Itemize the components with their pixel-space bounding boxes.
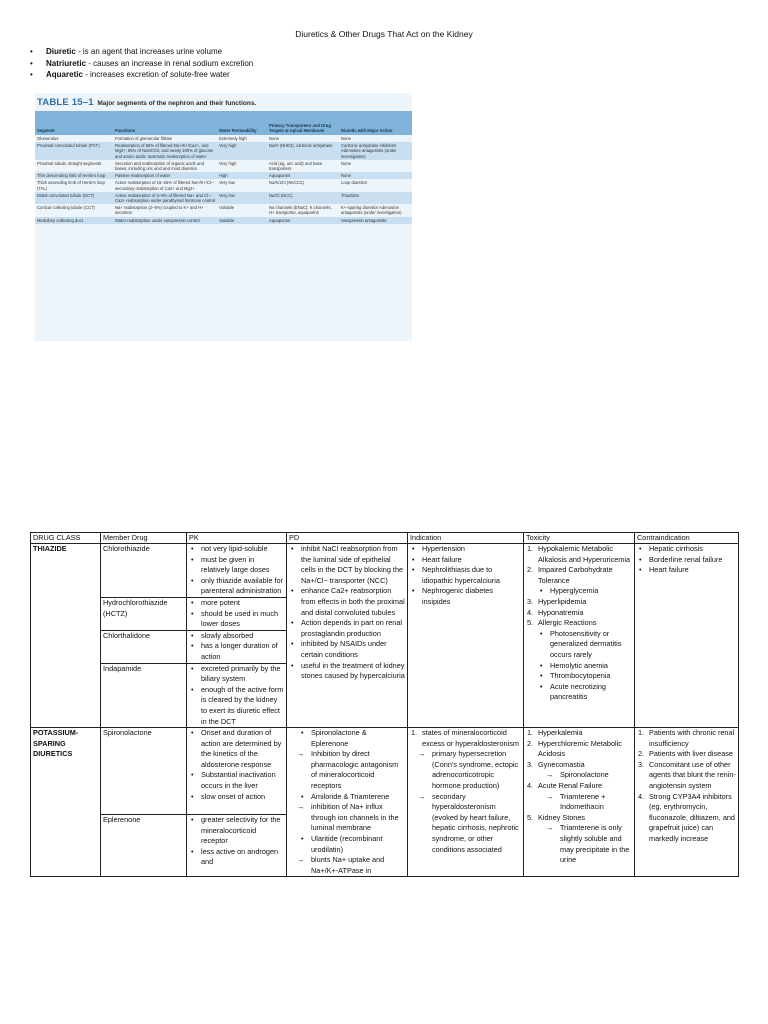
nephron-row	[35, 135, 412, 142]
pk-eplerenone	[187, 814, 287, 876]
list-item: • Spironolactone & Eplerenone → Inhibition by direct pharmacologic antagonism of mineralocorticoid receptors	[289, 728, 405, 792]
list-item: • Hemolytic anemia	[538, 661, 632, 672]
nephron-table	[35, 111, 412, 224]
nephron-cell: Thiazides	[339, 192, 412, 204]
list-item: → Triamterene + Indomethacin	[538, 792, 632, 813]
list-item: • Action depends in part on renal prostaglandin production	[289, 618, 405, 639]
list-item: • Substantial inactivation occurs in the liver	[189, 770, 284, 791]
list-item: • Onset and duration of action are determined by the kinetics of the aldosterone response	[189, 728, 284, 770]
table-row	[31, 728, 739, 815]
nephron-cell: Water reabsorption under vasopressin control	[113, 217, 217, 224]
list-item: • not very lipid-soluble	[189, 544, 284, 555]
list-item: → blunts Na+ uptake and Na+/K+-ATPase in	[289, 855, 405, 876]
nephron-cell: Very low	[217, 179, 267, 191]
nephron-cell: K+-sparing diuretics Adenosine antagonists (under investigation)	[339, 204, 412, 216]
nephron-cell: Glomerulus	[35, 135, 113, 142]
nephron-cell: Na/H (NHE3), carbonic anhydrase	[267, 142, 339, 160]
list-item: → Spironolactone	[538, 770, 632, 781]
pk-chlorothiazide	[187, 544, 287, 598]
nephron-cell: Carbonic anhydrase inhibitors Adenosine antagonists (under investigation)	[339, 142, 412, 160]
list-item: • should be used in much lower doses	[189, 609, 284, 630]
list-item: • Acute necrotizing pancreatitis	[538, 682, 632, 703]
definition-item: • Diuretic - is an agent that increases urine volume	[30, 46, 253, 58]
list-item: 5. Kidney Stones → Triamterene is only slightly soluble and may precipitate in the urine	[526, 813, 632, 866]
nephron-header-cell: Diuretic with Major Action	[339, 111, 412, 135]
nephron-cell: Extremely high	[217, 135, 267, 142]
list-item: • Borderline renal failure	[637, 555, 736, 566]
list-item: • Ularitide (recombinant urodilatin) → blunts Na+ uptake and Na+/K+-ATPase in	[289, 834, 405, 876]
list-item: 3. Hyperlipidemia	[527, 596, 587, 606]
contraindication-thiazide	[635, 544, 739, 728]
nephron-header-cell: Functions	[113, 111, 217, 135]
list-item: 1. Hyperkalemia	[527, 728, 583, 738]
nephron-cell: High	[217, 172, 267, 179]
member-drug-eplerenone: Eplerenone	[101, 814, 187, 876]
nephron-header-cell: Primary Transporters and Drug Targets at Apical Membrane	[267, 111, 339, 135]
list-item: 1. states of mineralocorticoid excess or hyperaldosteronism → primary hypersecretion (Conn's syndrome, ectopic adrenocorticotropic hormone production) → secondary hyperaldosteronism (evoked by heart failure, hepatic cirrhosis, nephrotic syndrome, or other conditions associated	[410, 728, 521, 855]
list-item: • Heart failure	[410, 555, 521, 566]
nephron-cell: Vasopressin antagonists	[339, 217, 412, 224]
member-drug-hctz: Hydrochlorothiazide (HCTZ)	[101, 597, 187, 630]
definition-item: • Aquaretic - increases excretion of solute-free water	[30, 69, 253, 81]
list-item: • Nephrolithiasis due to idiopathic hypercalciuria	[410, 565, 521, 586]
nephron-cell: Aquaporins	[267, 217, 339, 224]
header-toxicity: Toxicity	[524, 533, 635, 544]
nephron-cell: Active reabsorption of 15–25% of filtered Na+/K+/Cl–; secondary reabsorption of Ca2+ and Mg2+	[113, 179, 217, 191]
indication-potassium-sparing	[408, 728, 524, 877]
list-item: 1. Patients with chronic renal insufficiency	[638, 728, 735, 748]
nephron-cell: Na channels (ENaC), K channels, H+ transporter, aquaporins	[267, 204, 339, 216]
nephron-cell: Thick ascending limb of Henle's loop (TAL)	[35, 179, 113, 191]
list-item: • Hyperglycemia	[538, 586, 632, 597]
nephron-table-caption: TABLE 15–1 Major segments of the nephron and their functions.	[37, 97, 257, 108]
list-item: → inhibition of Na+ influx through ion channels in the luminal membrane	[289, 802, 405, 834]
header-pd: PD	[287, 533, 408, 544]
nephron-cell: Variable	[217, 217, 267, 224]
nephron-cell: None	[339, 135, 412, 142]
indication-thiazide	[408, 544, 524, 728]
nephron-row	[35, 192, 412, 204]
nephron-cell: Passive reabsorption of water	[113, 172, 217, 179]
definitions-list	[30, 46, 253, 81]
nephron-cell: Aquaporins	[267, 172, 339, 179]
list-item: • only thiazide available for parenteral administration	[189, 576, 284, 597]
list-item: → primary hypersecretion (Conn's syndrome, ectopic adrenocorticotropic hormone production)	[410, 749, 521, 791]
pk-chlorthalidone	[187, 630, 287, 663]
nephron-cell: Very low	[217, 192, 267, 204]
header-drug-class: DRUG CLASS	[31, 533, 101, 544]
nephron-cell: Distal convoluted tubule (DCT)	[35, 192, 113, 204]
nephron-row	[35, 217, 412, 224]
toxicity-thiazide	[524, 544, 635, 728]
nephron-cell: Acid (eg, uric acid) and base transporters	[267, 160, 339, 172]
table-row	[31, 544, 739, 598]
nephron-cell: Medullary collecting duct	[35, 217, 113, 224]
nephron-cell: Cortical collecting tubule (CCT)	[35, 204, 113, 216]
list-item: → Inhibition by direct pharmacologic antagonism of mineralocorticoid receptors	[289, 749, 405, 791]
list-item: 2. Patients with liver disease	[638, 749, 733, 759]
list-item: • less active on androgen and	[189, 847, 284, 868]
nephron-cell: None	[339, 160, 412, 172]
nephron-cell: Proximal convoluted tubule (PCT)	[35, 142, 113, 160]
pd-thiazide	[287, 544, 408, 728]
list-item: • Amiloride & Triamterene → inhibition of Na+ influx through ion channels in the luminal membrane	[289, 792, 405, 834]
list-item: • Thrombocytopenia	[538, 671, 632, 682]
list-item: • slowly absorbed	[189, 631, 284, 642]
list-item: • Hepatic cirrhosis	[637, 544, 736, 555]
pk-spironolactone	[187, 728, 287, 815]
member-drug-spironolactone: Spironolactone	[101, 728, 187, 815]
drug-class-thiazide: THIAZIDE	[31, 544, 101, 728]
member-drug-chlorothiazide: Chlorothiazide	[101, 544, 187, 598]
nephron-row	[35, 172, 412, 179]
nephron-cell: Variable	[217, 204, 267, 216]
member-drug-chlorthalidone: Chlorthalidone	[101, 630, 187, 663]
drug-table-header-row	[31, 533, 739, 544]
list-item: • inhibit NaCl reabsorption from the luminal side of epithelial cells in the DCT by blocking the Na+/Cl− transporter (NCC)	[289, 544, 405, 586]
nephron-row	[35, 179, 412, 191]
nephron-cell: None	[267, 135, 339, 142]
list-item: • must be given in relatively large doses	[189, 555, 284, 576]
header-indication: Indication	[408, 533, 524, 544]
list-item: • excreted primarily by the biliary system	[189, 664, 284, 685]
nephron-header-cell: Water Permeability	[217, 111, 267, 135]
list-item: • has a longer duration of action	[189, 641, 284, 662]
nephron-cell: Active reabsorption of 4–8% of filtered Na+ and Cl–; Ca2+ reabsorption under parathyroid hormone control	[113, 192, 217, 204]
nephron-row	[35, 142, 412, 160]
header-member-drug: Member Drug	[101, 533, 187, 544]
list-item: • greater selectivity for the mineralocorticoid receptor	[189, 815, 284, 847]
list-item: → secondary hyperaldosteronism (evoked by heart failure, hepatic cirrhosis, nephrotic syndrome, or other conditions associated	[410, 792, 521, 856]
nephron-cell: Loop diuretics	[339, 179, 412, 191]
list-item: 4. Acute Renal Failure → Triamterene + Indomethacin	[526, 781, 632, 813]
nephron-cell: None	[339, 172, 412, 179]
list-item: • inhibited by NSAIDs under certain conditions	[289, 639, 405, 660]
header-contraindication: Contraindication	[635, 533, 739, 544]
nephron-cell: Na/Cl (NCC)	[267, 192, 339, 204]
list-item: • enough of the active form is cleared by the kidney to exert its diuretic effect in the DCT	[189, 685, 284, 727]
nephron-cell: Very high	[217, 142, 267, 160]
list-item: • enhance Ca2+ reabsorption from effects in both the proximal and distal convoluted tubules	[289, 586, 405, 618]
list-item: 3. Concomitant use of other agents that blunt the renin-angiotensin system	[638, 759, 736, 791]
contraindication-potassium-sparing	[635, 728, 739, 877]
list-item: • Hypertension	[410, 544, 521, 555]
member-drug-indapamide: Indapamide	[101, 663, 187, 728]
list-item: 1. Hypokalemic Metabolic Alkalosis and Hyperuricemia	[527, 544, 631, 564]
nephron-cell: Thin descending limb of Henle's loop	[35, 172, 113, 179]
pd-potassium-sparing	[287, 728, 408, 877]
nephron-cell: Very high	[217, 160, 267, 172]
drug-table	[30, 532, 739, 877]
list-item: → Triamterene is only slightly soluble and may precipitate in the urine	[538, 823, 632, 865]
nephron-cell: Proximal tubule, straight segments	[35, 160, 113, 172]
nephron-cell: Secretion and reabsorption of organic acids and bases, including uric acid and most diuretics	[113, 160, 217, 172]
nephron-cell: Na+ reabsorption (2–5%) coupled to K+ and H+ secretion	[113, 204, 217, 216]
document-title: Diuretics & Other Drugs That Act on the Kidney	[295, 29, 473, 39]
nephron-cell: Reabsorption of 65% of filtered Na+/K+/Ca2+, and Mg2+; 85% of NaHCO3, and nearly 100% of glucose and amino acids. Isosmotic reabsorption of water.	[113, 142, 217, 160]
list-item: • Heart failure	[637, 565, 736, 576]
definition-item: • Natriuretic - causes an increase in renal sodium excretion	[30, 58, 253, 70]
nephron-row	[35, 160, 412, 172]
list-item: • more potent	[189, 598, 284, 609]
list-item: • slow onset of action	[189, 792, 284, 803]
list-item: • Nephrogenic diabetes insipides	[410, 586, 521, 607]
nephron-row	[35, 204, 412, 216]
list-item: 4. Hyponatremia	[527, 607, 584, 617]
list-item: 4. Strong CYP3A4 inhibitors (eg, erythromycin, fluconazole, diltiazem, and grapefruit juice) can markedly increase	[638, 791, 735, 844]
list-item: 3. Gynecomastia → Spironolactone	[526, 760, 632, 781]
list-item: • Photosensitivity or generalized dermatitis occurs rarely	[538, 629, 632, 661]
header-pk: PK	[187, 533, 287, 544]
nephron-cell: Na/K/2Cl (NKCC2)	[267, 179, 339, 191]
drug-class-potassium-sparing: POTASSIUM-SPARING DIURETICS	[31, 728, 101, 877]
list-item: 2. Impaired Carbohydrate Tolerance • Hyperglycemia	[526, 565, 632, 597]
nephron-header-cell: Segment	[35, 111, 113, 135]
nephron-cell: Formation of glomerular filtrate	[113, 135, 217, 142]
pk-hctz	[187, 597, 287, 630]
list-item: 2. Hyperchloremic Metabolic Acidosis	[527, 738, 622, 759]
pk-indapamide	[187, 663, 287, 728]
list-item: • useful in the treatment of kidney stones caused by hypercalciuria	[289, 661, 405, 682]
nephron-table-figure	[35, 93, 412, 341]
list-item: 5. Allergic Reactions • Photosensitivity or generalized dermatitis occurs rarely • Hemolytic anemia • Thrombocytopenia • Acute necrotizing pancreatitis	[526, 618, 632, 703]
toxicity-potassium-sparing	[524, 728, 635, 877]
